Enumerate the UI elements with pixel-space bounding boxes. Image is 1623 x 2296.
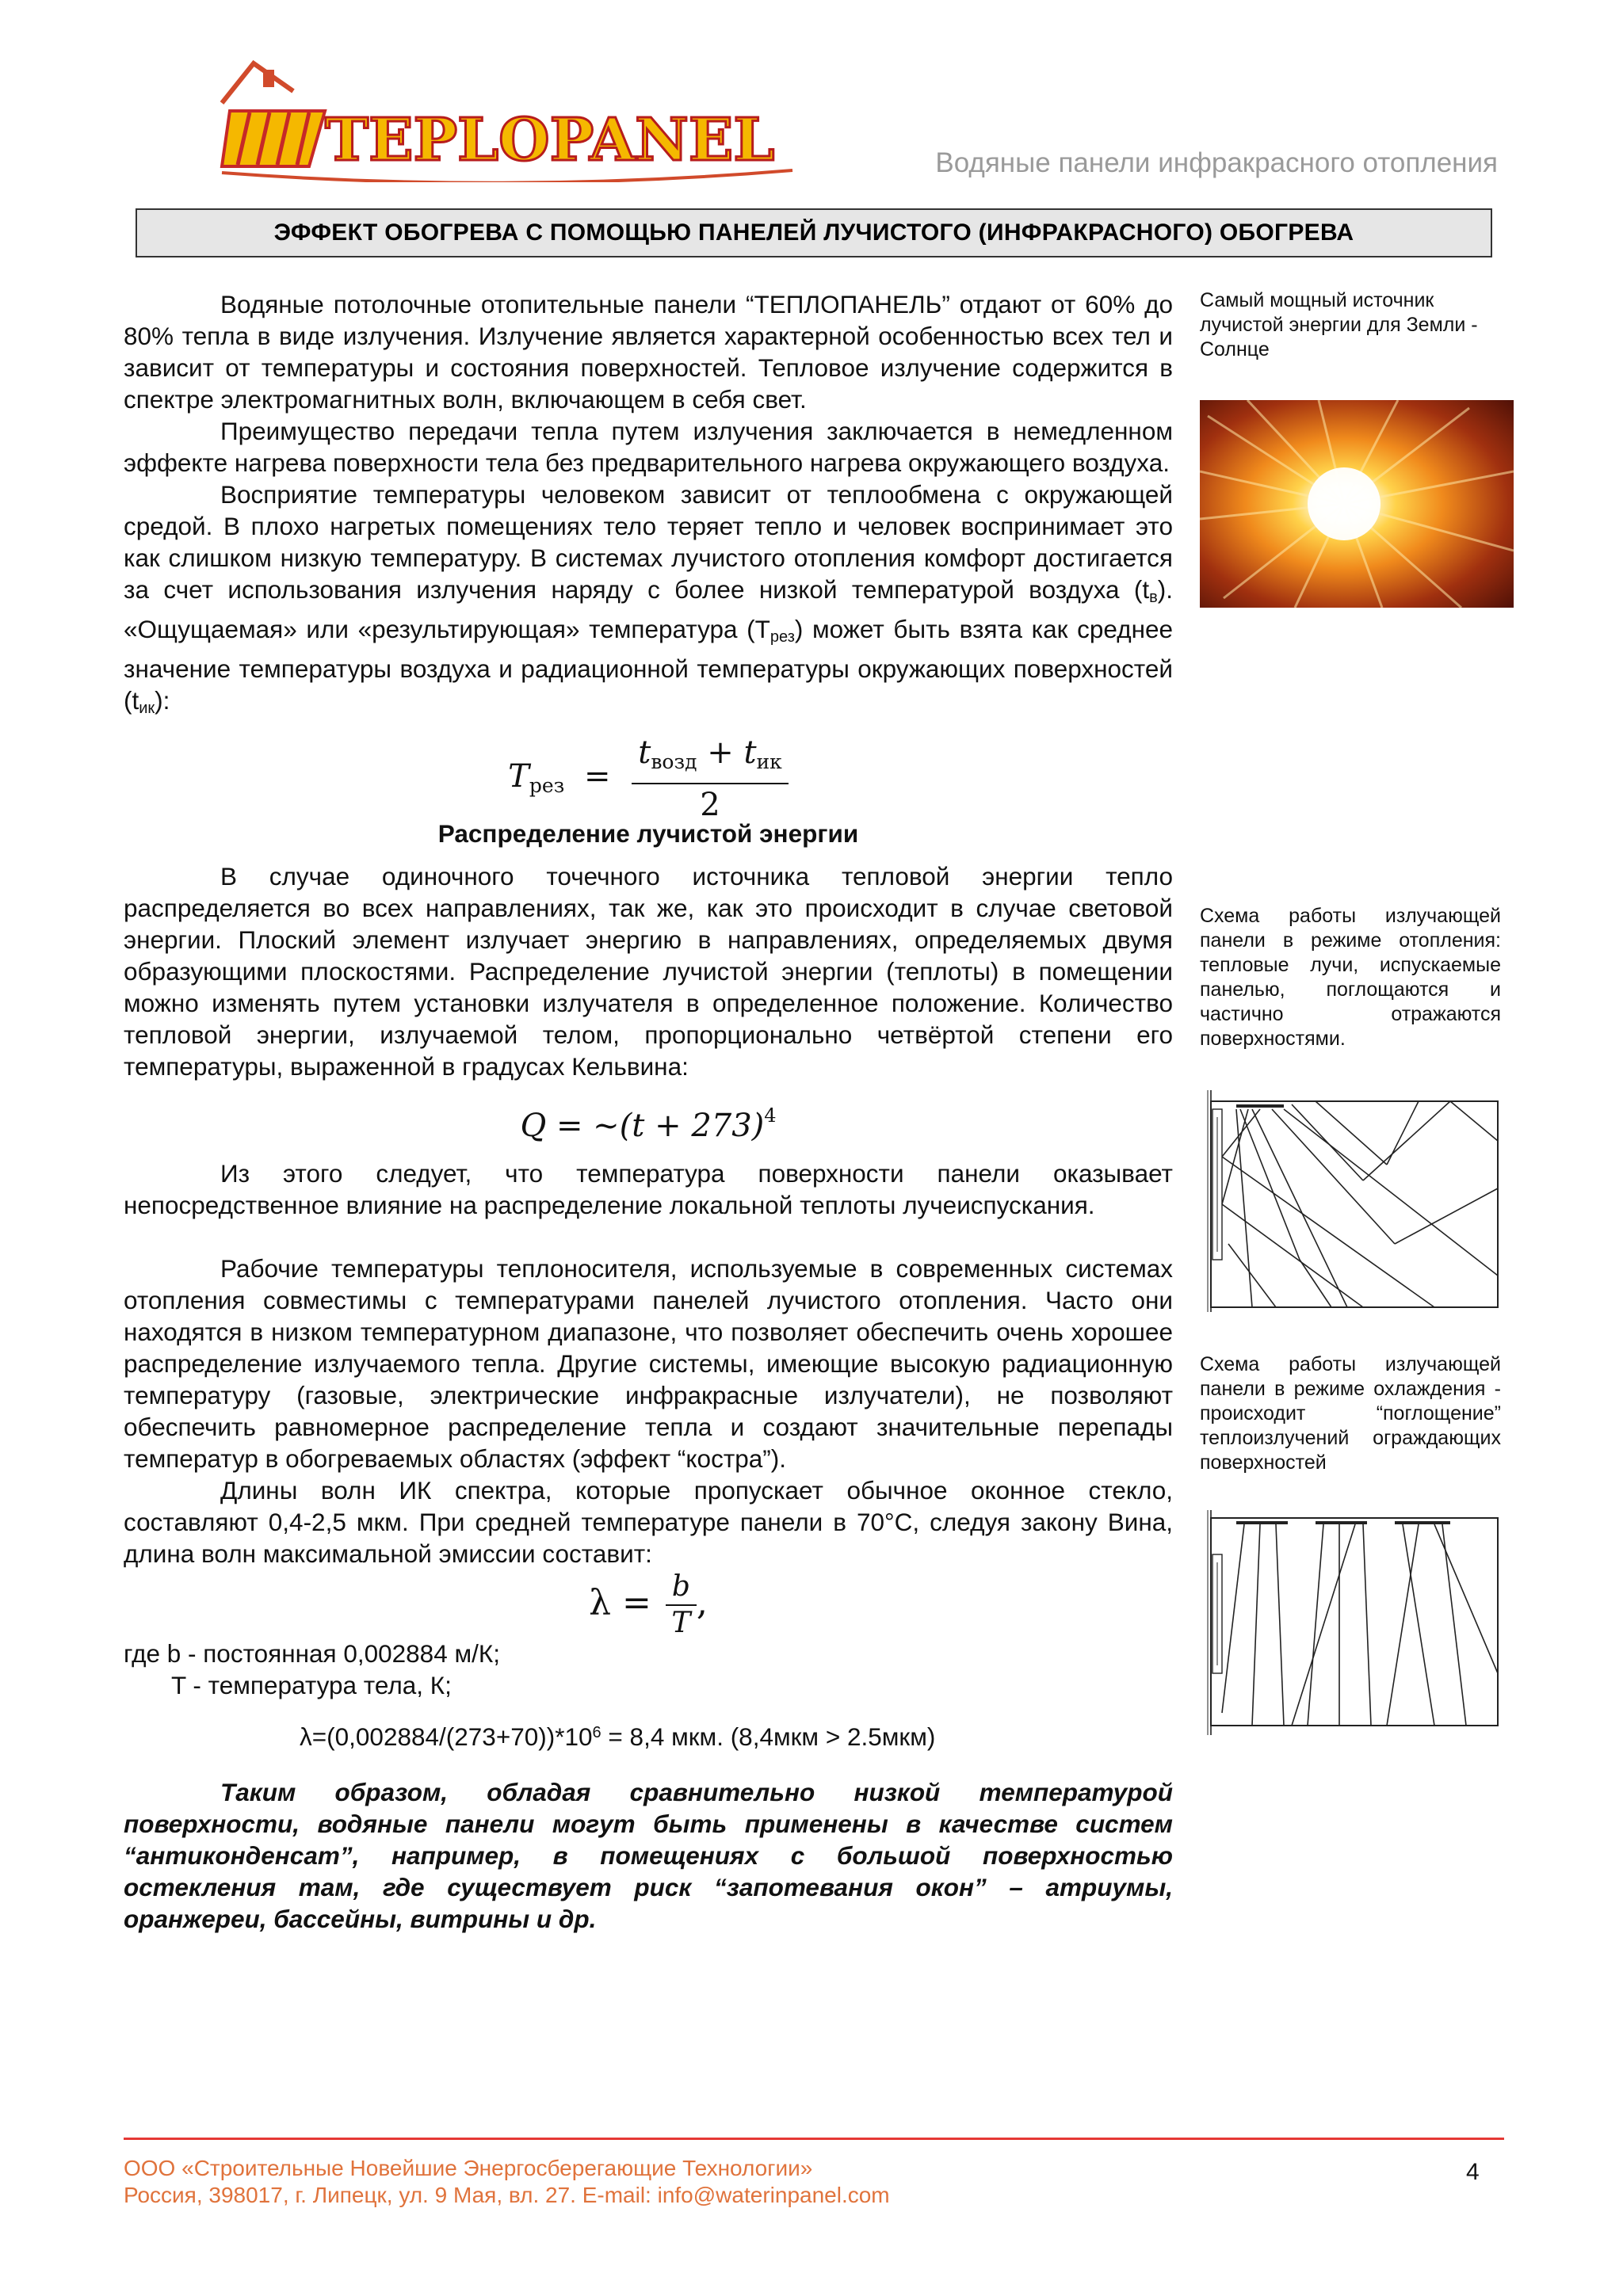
caption-heating-mode: Схема работы излучающей панели в режиме отопления: тепловые лучи, испускаемые панелью, поглощаются и частично отражаются поверхностями. <box>1200 905 1501 1050</box>
heating-mode-diagram <box>1205 1085 1506 1317</box>
page-tagline: Водяные панели инфракрасного отопления <box>935 147 1498 178</box>
paragraph-5: Из этого следует, что температура поверхности панели оказывает непосредственное влияние на распределение локальной теплоты лучеиспускания. <box>124 1159 1173 1219</box>
paragraph-2: Преимущество передачи тепла путем излучения заключается в немедленном эффекте нагрева поверхности тела без предварительного нагрева окружающего воздуха. <box>124 417 1173 477</box>
sun-illustration <box>1200 400 1514 608</box>
footer-address: Россия, 398017, г. Липецк, ул. 9 Мая, вл. 27. E-mail: info@waterinpanel.com <box>124 2183 890 2207</box>
footer-company: ООО «Строительные Новейшие Энергосберегающие Технологии» <box>124 2156 813 2180</box>
footer-contacts <box>124 2155 890 2209</box>
where-b-line: где b - постоянная 0,002884 м/К; <box>124 1639 500 1668</box>
footer-divider <box>124 2138 1504 2140</box>
paragraph-4: В случае одиночного точечного источника тепловой энергии тепло распределяется во всех направлениях, так же, как это происходит в случае световой энергии. Плоский элемент излучает энергию в направлениях, определяемых двумя образующими плоскостями. Распределение лучистой энергии (теплоты) в помещении можно изменять путем установки излучателя в определенное положение. Количество тепловой энергии, излучаемой телом, пропорционально четвёртой степени его температуры, выраженной в градусах Кельвина: <box>124 862 1173 1081</box>
paragraph-6: Рабочие температуры теплоносителя, используемые в современных системах отопления совместимы с температурами панелей лучистого отопления. Часто они находятся в низком температурном диапазоне, что позволяет обеспечить очень хорошее распределение излучаемого тепла. Другие системы, имеющие высокую радиационную температуру (газовые, электрические инфракрасные излучатели), не позволяют обеспечить равномерное распределение тепла и создают значительные перепады температур в обогреваемых областях (эффект “костра”). <box>124 1254 1173 1473</box>
paragraph-3: Восприятие температуры человеком зависит от теплообмена с окружающей средой. В плохо нагретых помещениях тело теряет тепло и человек воспринимает это как слишком низкую температуру. В системах лучистого отопления комфорт достигается за счет использования излучения наряду с более низкой температурой воздуха (tв). «Ощущаемая» или «результирующая» температура (Tрез) может быть взята как среднее значение температуры воздуха и радиационной температуры окружающих поверхностей (tик): <box>124 480 1174 717</box>
paragraph-1: Водяные потолочные отопительные панели “ТЕПЛОПАНЕЛЬ” отдают от 60% до 80% тепла в виде излучения. Излучение является характерной особенностью всех тел и зависит от температуры и состояния поверхностей. Тепловое излучение содержится в спектре электромагнитных волн, включающем в себя свет. <box>124 290 1173 414</box>
teplopanel-logo <box>214 55 800 182</box>
main-text-column <box>124 288 1173 1935</box>
logo-wordmark: TEPLOPANEL <box>325 106 775 174</box>
page-number: 4 <box>1466 2159 1480 2185</box>
formula-resulting-temperature: Tрез = $\frac{\text{tвозд + tик}}{2}$ <box>124 734 1173 810</box>
wavelength-calculation: $\lambda=(0,002884/(273+70))*10^6 = 8,4$ мкм. (8,4мкм > 2.5мкм) <box>300 1722 936 1751</box>
sun-image <box>1200 400 1514 608</box>
where-t-line: T - температура тела, К; <box>171 1671 452 1699</box>
caption-cooling-mode: Схема работы излучающей панели в режиме охлаждения - происходит “поглощение” теплоизлучений ограждающих поверхностей <box>1200 1353 1501 1474</box>
paragraph-7: Длины волн ИК спектра, которые пропускает обычное оконное стекло, составляют 0,4-2,5 мкм. При средней температуре панели в 70°С, следуя закону Вина, длина волн максимальной эмиссии составит: <box>124 1476 1173 1568</box>
cooling-mode-diagram <box>1205 1507 1506 1738</box>
caption-sun: Самый мощный источник лучистой энергии для Земли - Солнце <box>1200 289 1478 360</box>
conclusion-paragraph: Таким образом, обладая сравнительно низкой температурой поверхности, водяные панели могут быть применены в качестве систем “антиконденсат”, например, в помещениях с большой поверхностью остекления там, где существует риск “запотевания окон” – атриумы, оранжереи, бассейны, витрины и др. <box>124 1778 1173 1933</box>
logo-graphic <box>214 55 800 182</box>
section-title: ЭФФЕКТ ОБОГРЕВА С ПОМОЩЬЮ ПАНЕЛЕЙ ЛУЧИСТОГО (ИНФРАКРАСНОГО) ОБОГРЕВА <box>136 208 1492 257</box>
formula-radiated-heat: Q = ~(t + 273)$^4$ <box>520 1104 777 1144</box>
subheading-radiant-energy: Распределение лучистой энергии <box>437 819 859 848</box>
formula-wien-law: λ = $\frac{b}{T}$ , <box>589 1570 708 1639</box>
